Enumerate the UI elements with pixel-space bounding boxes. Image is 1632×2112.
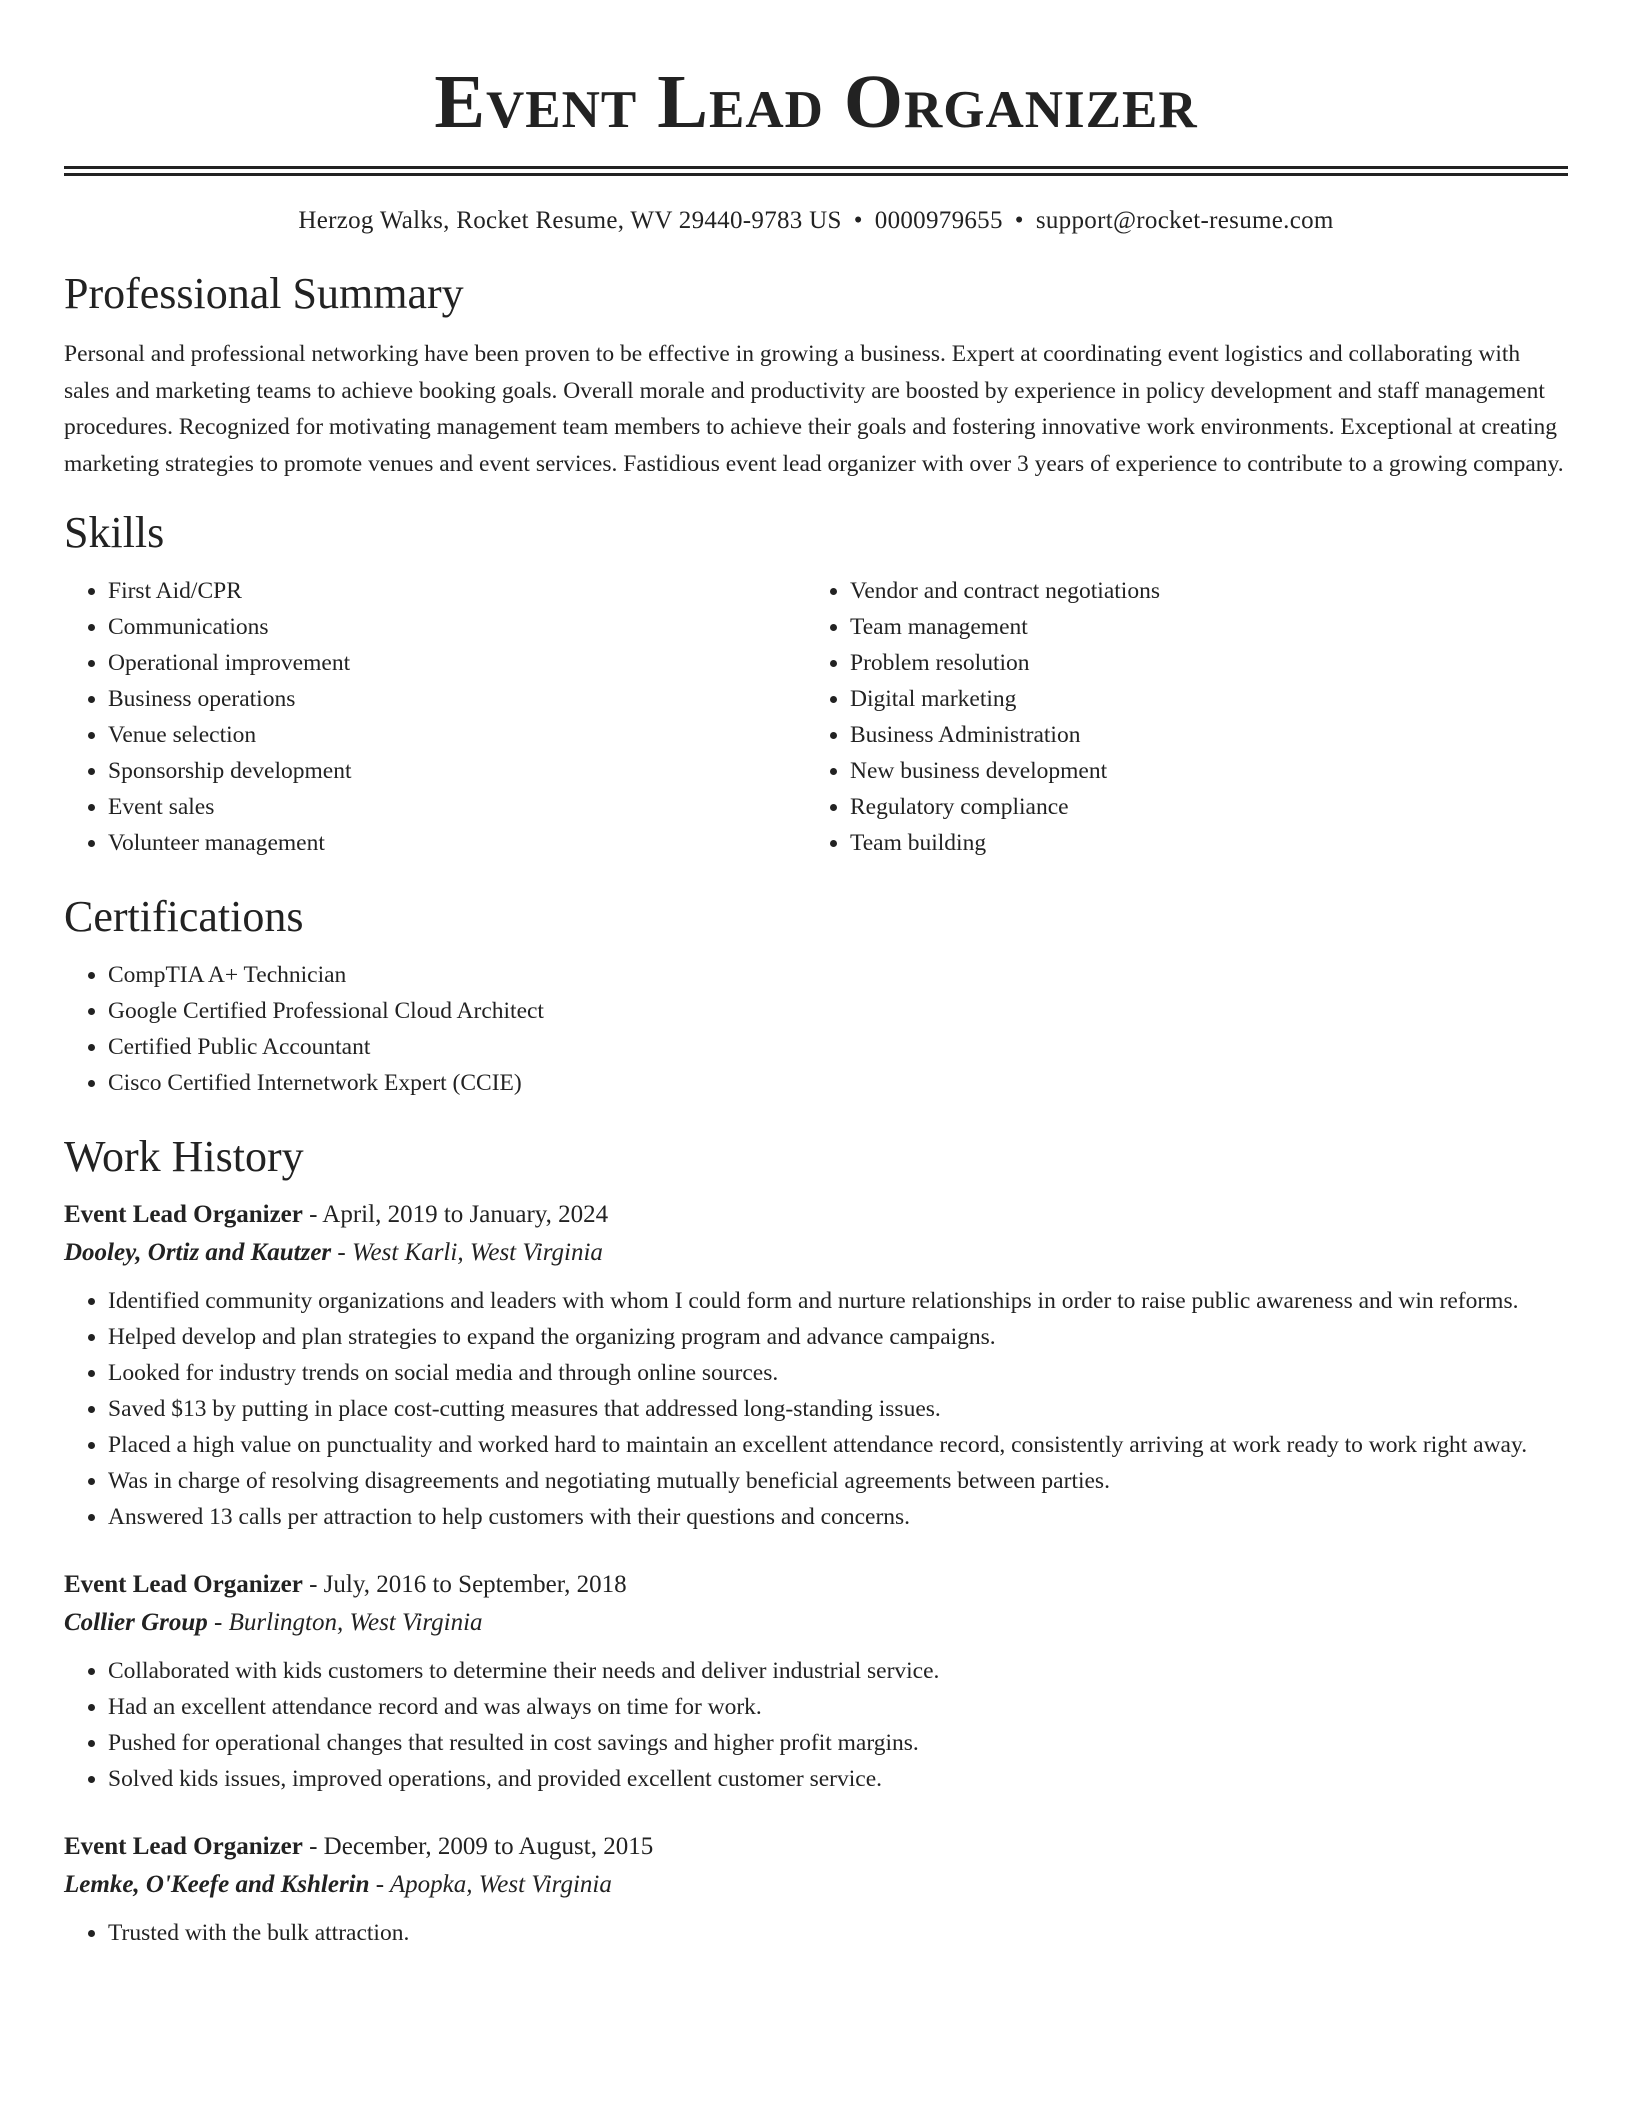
certification-item: • Google Certified Professional Cloud Architect (108, 993, 1568, 1029)
job-bullet: • Looked for industry trends on social media and through online sources. (108, 1355, 1568, 1391)
certifications-list (64, 957, 1568, 1101)
skill-item: • Problem resolution (850, 645, 1548, 681)
job-entry (64, 1567, 1568, 1797)
job-location: - Burlington, West Virginia (207, 1609, 483, 1636)
skill-item: • Volunteer management (108, 825, 806, 861)
job-dates: - December, 2009 to August, 2015 (302, 1833, 654, 1860)
skill-item: • Venue selection (108, 717, 806, 753)
job-bullet: • Helped develop and plan strategies to expand the organizing program and advance campaigns. (108, 1319, 1568, 1355)
skill-item: • Digital marketing (850, 681, 1548, 717)
skills-list-right (806, 573, 1548, 861)
job-bullet: • Saved $13 by putting in place cost-cutting measures that addressed long-standing issues. (108, 1391, 1568, 1427)
job-bullet: • Identified community organizations and leaders with whom I could form and nurture relationships in order to raise public awareness and win reforms. (108, 1283, 1568, 1319)
job-title: Event Lead Organizer (64, 1571, 303, 1598)
skills-grid (64, 573, 1568, 861)
work-history-heading: Work History (64, 1132, 304, 1181)
job-bullet: • Placed a high value on punctuality and worked hard to maintain an excellent attendance record, consistently arriving at work ready to work right away. (108, 1427, 1568, 1463)
job-bullet: • Had an excellent attendance record and was always on time for work. (108, 1689, 1568, 1725)
skill-item: • Sponsorship development (108, 753, 806, 789)
skill-item: • Business Administration (850, 717, 1548, 753)
skill-item: • Vendor and contract negotiations (850, 573, 1548, 609)
skill-item: • Regulatory compliance (850, 789, 1548, 825)
skills-heading: Skills (64, 508, 165, 557)
job-company-line (64, 1603, 1568, 1643)
resume-name: Event Lead Organizer (434, 60, 1198, 144)
skill-item: • Event sales (108, 789, 806, 825)
job-bullet: • Was in charge of resolving disagreements and negotiating mutually beneficial agreements between parties. (108, 1463, 1568, 1499)
job-title-line (64, 1829, 1568, 1865)
contact-separator: • (1014, 207, 1024, 234)
skill-item: • Communications (108, 609, 806, 645)
job-entry (64, 1829, 1568, 1951)
skills-list-left (64, 573, 806, 861)
job-location: - West Karli, West Virginia (331, 1239, 603, 1266)
job-title: Event Lead Organizer (64, 1833, 303, 1860)
job-bullets (64, 1283, 1568, 1535)
job-dates: - July, 2016 to September, 2018 (302, 1571, 627, 1598)
job-bullet: • Collaborated with kids customers to determine their needs and deliver industrial service. (108, 1653, 1568, 1689)
certification-item: • Cisco Certified Internetwork Expert (CCIE) (108, 1065, 1568, 1101)
contact-line (64, 204, 1568, 238)
job-bullet: • Pushed for operational changes that resulted in cost savings and higher profit margins. (108, 1725, 1568, 1761)
skills-column-left (64, 573, 806, 861)
summary-heading: Professional Summary (64, 269, 464, 318)
contact-email: support@rocket-resume.com (1035, 207, 1334, 234)
job-company: Collier Group (64, 1609, 208, 1636)
job-company: Dooley, Ortiz and Kautzer (64, 1239, 332, 1266)
skill-item: • First Aid/CPR (108, 573, 806, 609)
contact-separator: • (853, 207, 863, 234)
header-double-rule (64, 166, 1568, 176)
certification-item: • CompTIA A+ Technician (108, 957, 1568, 993)
skill-item: • Operational improvement (108, 645, 806, 681)
contact-phone: 0000979655 (874, 207, 1003, 234)
certification-item: • Certified Public Accountant (108, 1029, 1568, 1065)
skills-column-right (806, 573, 1548, 861)
job-title-line (64, 1567, 1568, 1603)
job-location: - Apopka, West Virginia (369, 1871, 612, 1898)
job-company-line (64, 1865, 1568, 1905)
skill-item: • Business operations (108, 681, 806, 717)
job-company-line (64, 1233, 1568, 1273)
certifications-heading: Certifications (64, 892, 304, 941)
job-company: Lemke, O'Keefe and Kshlerin (64, 1871, 370, 1898)
job-title-line (64, 1197, 1568, 1233)
skill-item: • New business development (850, 753, 1548, 789)
job-bullet: • Trusted with the bulk attraction. (108, 1915, 1568, 1951)
skill-item: • Team building (850, 825, 1548, 861)
job-bullets (64, 1915, 1568, 1951)
summary-text: Personal and professional networking have been proven to be effective in growing a business. Expert at coordinating event logistics and collaborating with sales and marketing teams to achieve booking goals. Overall morale and productivity are boosted by experience in policy development and staff management procedures. Recognized for motivating management team members to achieve their goals and fostering innovative work environments. Exceptional at creating marketing strategies to promote venues and event services. Fastidious event lead organizer with over 3 years of experience to contribute to a growing company. (64, 341, 1564, 477)
skill-item: • Team management (850, 609, 1548, 645)
job-title: Event Lead Organizer (64, 1201, 303, 1228)
job-bullets (64, 1653, 1568, 1797)
job-bullet: • Answered 13 calls per attraction to help customers with their questions and concerns. (108, 1499, 1568, 1535)
job-bullet: • Solved kids issues, improved operations, and provided excellent customer service. (108, 1761, 1568, 1797)
job-dates: - April, 2019 to January, 2024 (302, 1201, 609, 1228)
contact-address: Herzog Walks, Rocket Resume, WV 29440-9783 US (298, 207, 842, 234)
job-entry (64, 1197, 1568, 1535)
